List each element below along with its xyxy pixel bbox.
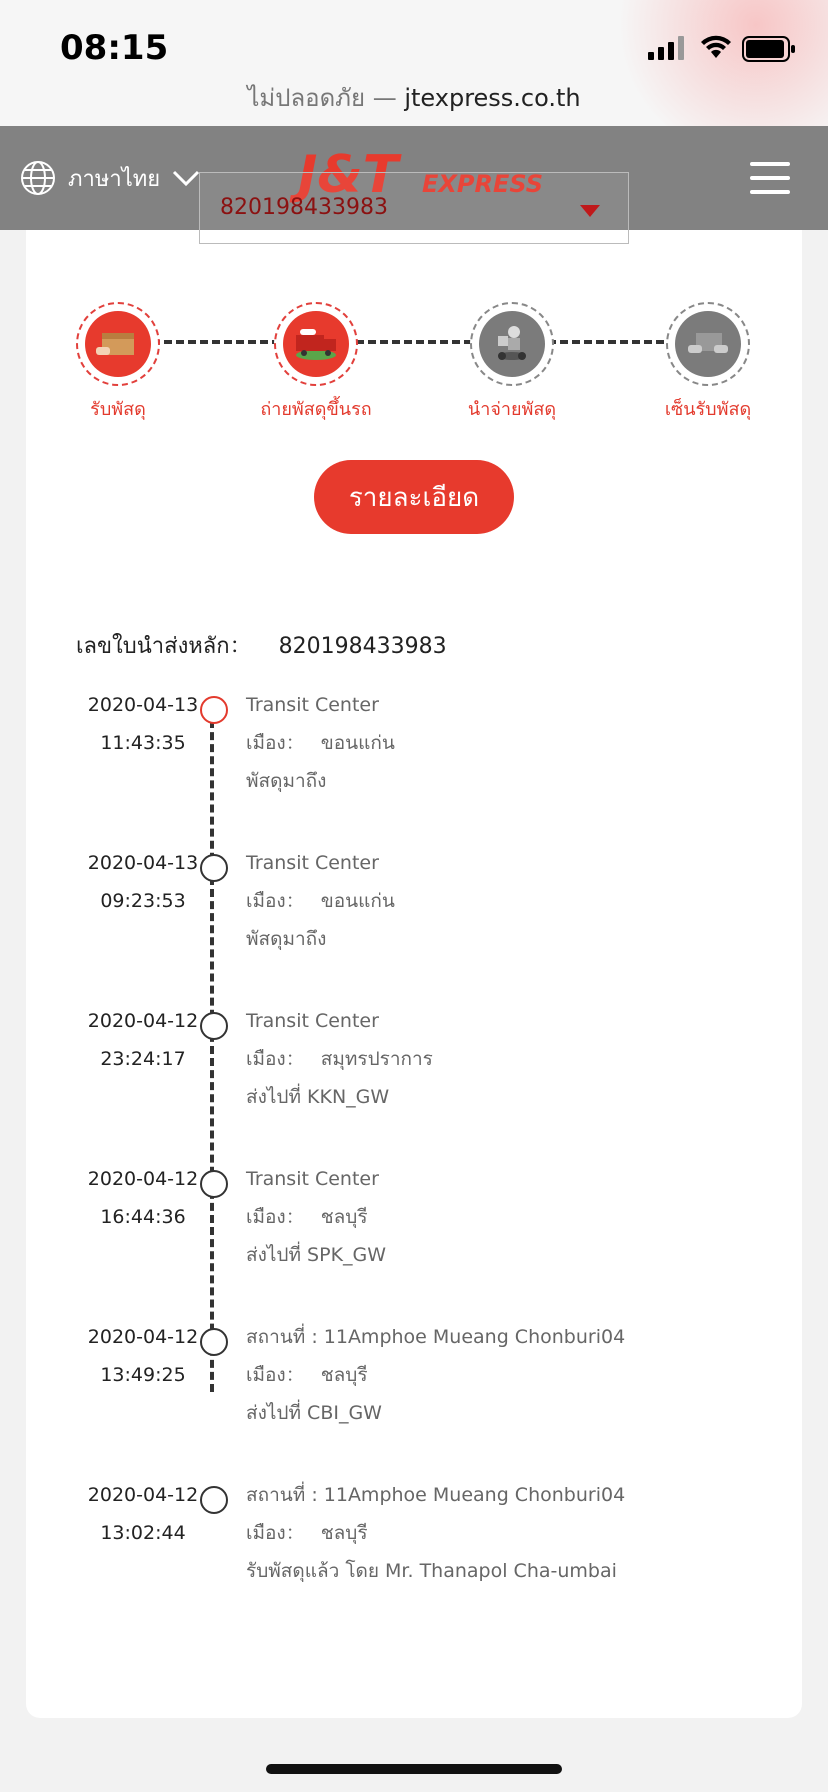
timeline-node	[200, 1012, 228, 1040]
event-date: 2020-04-12	[87, 1326, 199, 1348]
step-label: นำจ่ายพัสดุ	[467, 399, 557, 420]
event-city-row	[246, 1198, 386, 1236]
event-info	[246, 1318, 625, 1432]
language-selector[interactable]	[20, 160, 200, 196]
url-host: jtexpress.co.th	[404, 84, 581, 112]
city-value: ขอนแก่น	[320, 732, 395, 754]
event-time: 11:43:35	[100, 732, 186, 754]
package-pickup-icon	[85, 311, 151, 377]
city-label: เมือง：	[246, 1048, 305, 1070]
event-datetime	[68, 1318, 218, 1394]
event-time: 09:23:53	[100, 890, 186, 912]
event-datetime	[68, 1476, 218, 1552]
progress-dashed-line	[116, 340, 712, 344]
home-indicator[interactable]	[266, 1764, 562, 1774]
signed-package-icon	[675, 311, 741, 377]
detail-button[interactable]: รายละเอียด	[314, 460, 514, 534]
event-time: 13:49:25	[100, 1364, 186, 1386]
progress-steps	[26, 302, 802, 422]
event-info	[246, 1160, 386, 1274]
step-signed	[628, 302, 788, 423]
event-status: ส่งไปที่ KKN_GW	[246, 1086, 390, 1108]
event-datetime	[68, 844, 218, 920]
event-datetime	[68, 686, 218, 762]
dropdown-caret-icon	[580, 205, 600, 217]
main-number-value: 820198433983	[278, 634, 447, 659]
courier-scooter-icon	[479, 311, 545, 377]
event-status: ส่งไปที่ CBI_GW	[246, 1402, 382, 1424]
step-label: ถ่ายพัสดุขึ้นรถ	[260, 399, 372, 420]
cellular-signal-icon	[648, 36, 688, 60]
event-title: Transit Center	[246, 694, 379, 716]
step-ring	[76, 302, 160, 386]
timeline-node-current	[200, 696, 228, 724]
city-label: เมือง：	[246, 890, 305, 912]
timeline-event	[26, 1002, 802, 1160]
city-value: ชลบุรี	[320, 1364, 368, 1386]
tracking-number-value: 820198433983	[220, 195, 388, 220]
event-info	[246, 1002, 433, 1116]
url-security-warning: ไม่ปลอดภัย —	[247, 84, 397, 112]
step-ring	[666, 302, 750, 386]
main-tracking-number	[76, 628, 447, 663]
step-loading	[236, 302, 396, 423]
event-city-row	[246, 1040, 433, 1078]
city-value: สมุทรปราการ	[320, 1048, 433, 1070]
event-status: ส่งไปที่ SPK_GW	[246, 1244, 387, 1266]
status-time: 08:15	[60, 28, 169, 68]
event-title: สถานที่ : 11Amphoe Mueang Chonburi04	[246, 1484, 626, 1506]
event-date: 2020-04-12	[87, 1168, 199, 1190]
delivery-truck-icon	[283, 311, 349, 377]
city-value: ชลบุรี	[320, 1522, 368, 1544]
event-info	[246, 1476, 625, 1590]
menu-line	[750, 162, 790, 166]
timeline-node	[200, 854, 228, 882]
event-time: 16:44:36	[100, 1206, 186, 1228]
timeline-event	[26, 1160, 802, 1318]
event-info	[246, 844, 395, 958]
step-ring	[274, 302, 358, 386]
event-info	[246, 686, 395, 800]
timeline-event	[26, 1318, 802, 1476]
url-bar[interactable]	[0, 78, 828, 117]
language-label: ภาษาไทย	[68, 166, 161, 192]
chevron-down-icon	[172, 169, 200, 187]
event-city-row	[246, 882, 395, 920]
timeline-event	[26, 844, 802, 1002]
battery-icon	[742, 36, 796, 62]
step-pickup	[38, 302, 198, 423]
hamburger-menu-button[interactable]	[750, 162, 790, 192]
event-datetime	[68, 1160, 218, 1236]
main-number-label: เลขใบนำส่งหลัก：	[76, 634, 252, 659]
step-out-for-delivery	[432, 302, 592, 423]
step-ring	[470, 302, 554, 386]
wifi-icon	[699, 34, 733, 60]
event-city-row	[246, 724, 395, 762]
tracking-number-select[interactable]	[199, 172, 629, 244]
event-date: 2020-04-12	[87, 1010, 199, 1032]
event-status: พัสดุมาถึง	[246, 770, 327, 792]
event-title: Transit Center	[246, 1010, 379, 1032]
event-date: 2020-04-13	[87, 852, 199, 874]
status-bar	[0, 0, 828, 126]
event-title: Transit Center	[246, 1168, 379, 1190]
timeline-node	[200, 1328, 228, 1356]
step-label: เซ็นรับพัสดุ	[664, 399, 752, 420]
event-city-row	[246, 1514, 625, 1552]
step-label: รับพัสดุ	[90, 399, 146, 420]
timeline-event	[26, 686, 802, 844]
city-label: เมือง：	[246, 732, 305, 754]
city-label: เมือง：	[246, 1364, 305, 1386]
globe-icon	[20, 160, 56, 196]
event-title: Transit Center	[246, 852, 379, 874]
timeline-event	[26, 1476, 802, 1634]
menu-line	[750, 190, 790, 194]
menu-line	[750, 176, 790, 180]
city-value: ขอนแก่น	[320, 890, 395, 912]
event-status: พัสดุมาถึง	[246, 928, 327, 950]
city-label: เมือง：	[246, 1206, 305, 1228]
event-date: 2020-04-13	[87, 694, 199, 716]
tracking-card	[26, 230, 802, 1718]
timeline-node	[200, 1486, 228, 1514]
event-datetime	[68, 1002, 218, 1078]
event-date: 2020-04-12	[87, 1484, 199, 1506]
logo-brand: J&T	[298, 145, 399, 205]
event-time: 13:02:44	[100, 1522, 186, 1544]
event-time: 23:24:17	[100, 1048, 186, 1070]
event-city-row	[246, 1356, 625, 1394]
city-value: ชลบุรี	[320, 1206, 368, 1228]
event-status: รับพัสดุแล้ว โดย Mr. Thanapol Cha-umbai	[246, 1560, 617, 1582]
city-label: เมือง：	[246, 1522, 305, 1544]
event-title: สถานที่ : 11Amphoe Mueang Chonburi04	[246, 1326, 626, 1348]
logo-sub: EXPRESS	[422, 170, 544, 198]
timeline-node	[200, 1170, 228, 1198]
